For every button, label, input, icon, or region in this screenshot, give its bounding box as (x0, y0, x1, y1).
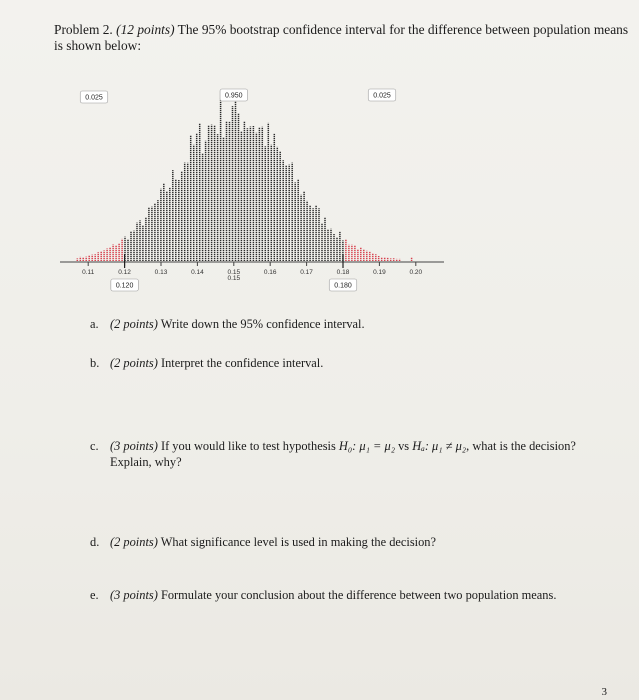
middle-proportion-label (220, 89, 248, 101)
question-b-points: (2 points) (110, 356, 158, 370)
bootstrap-dotplot (60, 78, 444, 296)
upper-bound-label (329, 279, 357, 291)
question-b-label: b. (90, 356, 100, 370)
versus-word: vs (398, 439, 410, 453)
question-e (90, 587, 556, 603)
svg-text:0.025: 0.025 (373, 92, 391, 100)
problem-prefix: Problem 2. (54, 22, 113, 37)
question-d (90, 534, 436, 550)
null-hypothesis: H₀: μ₁ = μ₂ (338, 439, 395, 453)
svg-text:0.950: 0.950 (225, 92, 243, 100)
question-c-points: (3 points) (110, 439, 158, 453)
center-value-label: 0.15 (227, 275, 241, 282)
x-tick-label: 0.13 (154, 269, 168, 276)
question-a (90, 316, 365, 332)
alternative-hypothesis: Hₐ: μ₁ ≠ μ₂ (412, 439, 467, 453)
left-tail-label (80, 91, 108, 103)
question-c-line2: Explain, why? (110, 455, 182, 469)
question-d-label: d. (90, 535, 100, 549)
x-tick-label: 0.18 (336, 269, 350, 276)
question-c-label: c. (90, 439, 99, 453)
question-c-text-after: what is the decision? (472, 439, 576, 453)
x-tick-label: 0.15 (227, 269, 241, 276)
svg-text:0.180: 0.180 (334, 282, 352, 290)
question-a-label: a. (90, 317, 99, 331)
right-tail-label (368, 89, 396, 101)
x-tick-label: 0.12 (118, 269, 131, 276)
x-tick-label: 0.20 (409, 269, 423, 276)
question-d-text: What significance level is used in making the decision? (160, 535, 436, 549)
bootstrap-dots (77, 94, 411, 261)
problem-text: The 95% bootstrap confidence interval for the difference between population means is shown below: (54, 22, 629, 53)
question-a-text: Write down the 95% confidence interval. (160, 317, 365, 331)
svg-text:0.120: 0.120 (115, 282, 134, 290)
question-b (90, 355, 323, 371)
question-e-label: e. (90, 588, 99, 602)
question-c: c. (3 points) If you would like to test hypothesis H₀: μ₁ = μ₂ vs Hₐ: μ₁ ≠ μ₂, what is the decision? Explain, why? (90, 438, 630, 470)
x-tick-label: 0.14 (191, 269, 204, 276)
svg-text:0.025: 0.025 (85, 94, 103, 102)
question-a-points: (2 points) (110, 317, 158, 331)
lower-bound-label (111, 279, 139, 291)
x-axis (60, 262, 444, 276)
page-number: 3 (601, 686, 607, 698)
problem-statement (54, 22, 630, 54)
x-tick-label: 0.16 (263, 269, 277, 276)
question-e-points: (3 points) (110, 588, 158, 602)
x-tick-label: 0.11 (82, 269, 95, 276)
question-e-text: Formulate your conclusion about the difference between two population means. (160, 588, 557, 602)
question-b-text: Interpret the confidence interval. (160, 356, 324, 370)
x-tick-label: 0.19 (373, 269, 386, 276)
question-c-text-before: If you would like to test hypothesis (160, 439, 336, 453)
question-d-points: (2 points) (110, 535, 158, 549)
problem-points: (12 points) (116, 22, 175, 37)
x-tick-label: 0.17 (300, 269, 313, 276)
